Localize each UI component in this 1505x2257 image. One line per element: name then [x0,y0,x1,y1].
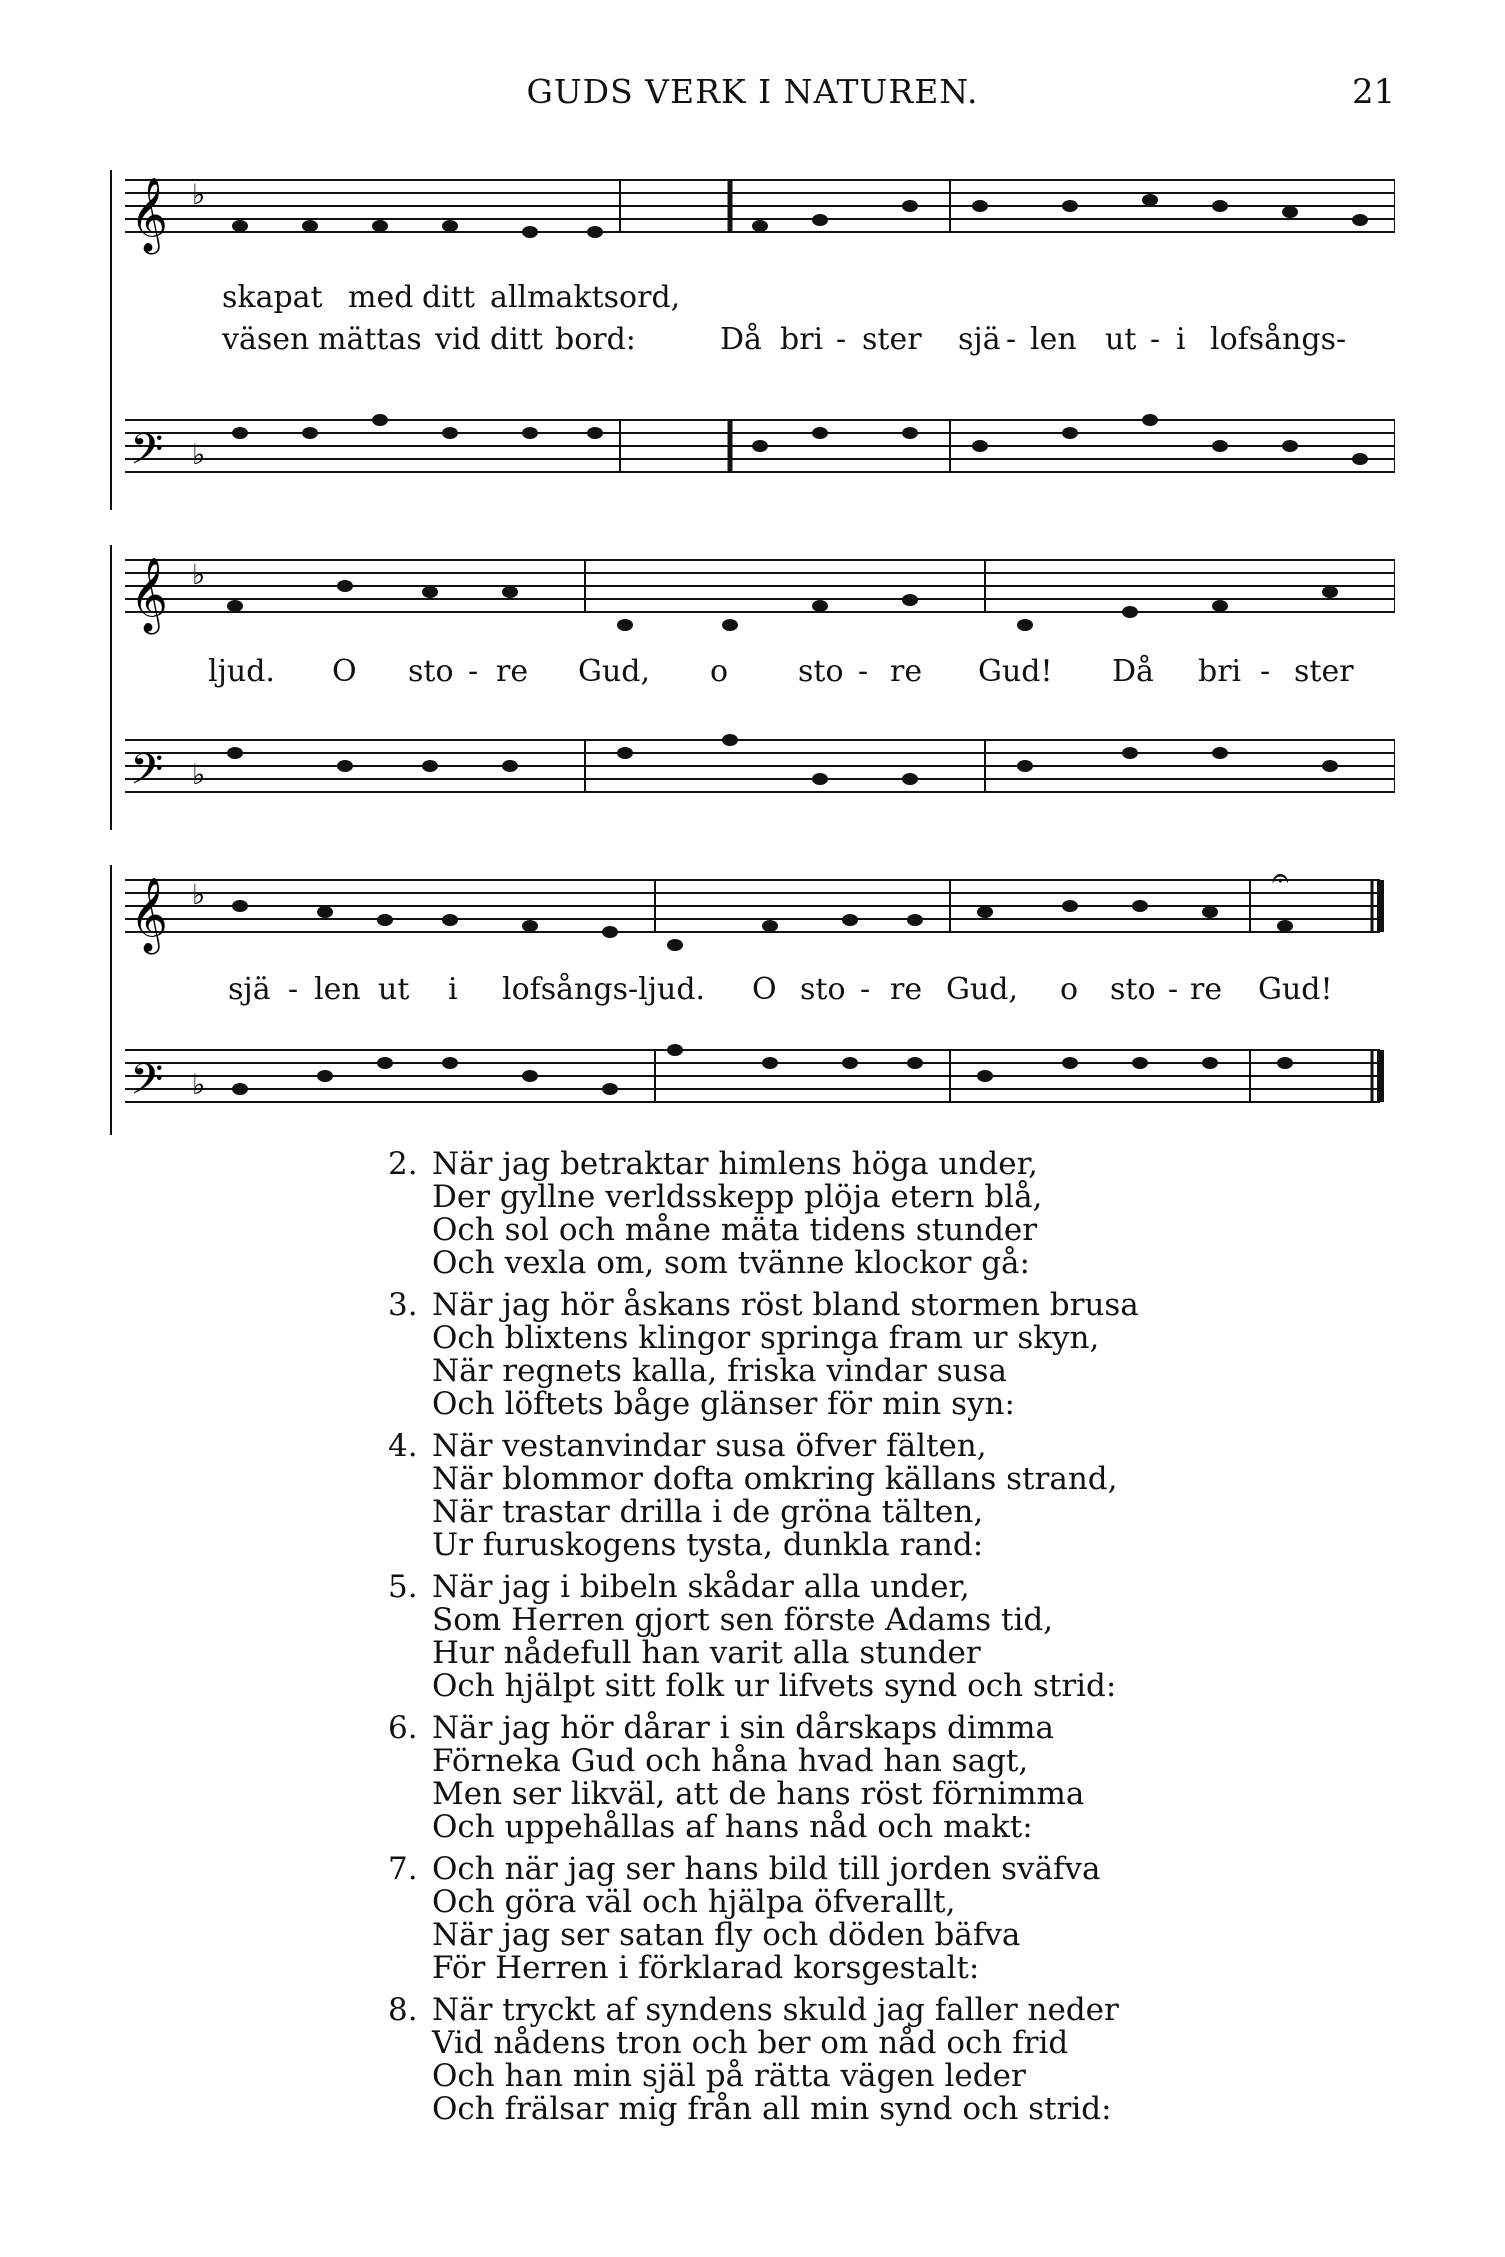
syllable: re [890,972,923,1007]
syllable: Då [1112,654,1154,689]
syllable: bord: [555,322,636,357]
syllable: väsen [222,322,310,357]
verse-line: När jag ser satan fly och döden bäfva [432,1917,1021,1953]
verse-line: Och göra väl och hjälpa öfverallt, [432,1884,956,1920]
syllable: ut [378,972,410,1007]
verse-line: Och sol och måne mäta tidens stunder [432,1212,1038,1248]
verse [388,1571,1388,1703]
verse-line: För Herren i förklarad korsgestalt: [432,1950,980,1986]
svg-text:𝄢: 𝄢 [130,425,164,485]
syllable: o [1060,972,1079,1007]
syllable: bri [780,322,824,357]
verse-number: 8. [388,1992,418,2028]
syllable: - [468,654,479,689]
verse-line: När vestanvindar susa öfver fälten, [432,1428,987,1464]
syllable: sto [1110,972,1156,1007]
syllable: Gud, [946,972,1019,1007]
verse [388,1289,1388,1421]
syllable: - [1260,654,1271,689]
syllable: skapat [222,280,323,315]
running-header: GUDS VERK I NATUREN. [526,72,979,111]
syllable: - [1006,322,1017,357]
verse-line: När regnets kalla, friska vindar susa [432,1353,1007,1389]
syllable: Gud! [978,654,1053,689]
svg-text:𝄞: 𝄞 [130,558,168,632]
verse [388,1853,1388,1985]
syllable: - [1168,972,1179,1007]
page-number: 21 [1352,72,1396,112]
verse [388,1148,1388,1280]
music-system-1 [110,160,1395,520]
syllable: O [332,654,357,689]
verse-number: 5. [388,1569,418,1605]
staff-notation-3 [110,860,1395,1160]
svg-text:♭: ♭ [192,178,206,211]
verse-line: När tryckt af syndens skuld jag faller neder [432,1992,1119,2028]
syllable: ster [1294,654,1354,689]
syllable: allmaktsord, [490,280,681,315]
syllable: - [288,972,299,1007]
syllable: ster [862,322,922,357]
verse-line: Hur nådefull han varit alla stunder [432,1635,981,1671]
svg-text:♭: ♭ [192,1068,206,1101]
syllable: vid [435,322,481,357]
verse-line: Och hjälpt sitt folk ur lifvets synd och strid: [432,1668,1117,1704]
svg-text:𝄞: 𝄞 [130,878,168,952]
syllable: Då [720,322,762,357]
syllable: Gud, [578,654,651,689]
verse-line: Och han min själ på rätta vägen leder [432,2058,1026,2094]
verse [388,1994,1388,2126]
svg-text:♭: ♭ [192,438,206,471]
syllable: ditt [422,280,475,315]
syllable: ut [1105,322,1137,357]
syllable: i [448,972,458,1007]
svg-text:♭: ♭ [192,758,206,791]
verse-line: Förneka Gud och håna hvad han sagt, [432,1743,1029,1779]
syllable: ditt [490,322,543,357]
syllable: O [752,972,777,1007]
verse-line: Vid nådens tron och ber om nåd och frid [432,2025,1069,2061]
verse-line: Och blixtens klingor springa fram ur skyn, [432,1320,1100,1356]
svg-text:𝄞: 𝄞 [130,178,168,252]
verse [388,1712,1388,1844]
verse-line: När trastar drilla i de gröna tälten, [432,1494,984,1530]
verse-line: Och löftets båge glänser för min syn: [432,1386,1015,1422]
svg-text:♭: ♭ [192,558,206,591]
syllable: - [858,654,869,689]
syllable: sto [798,654,844,689]
syllable: len [314,972,361,1007]
verse-number: 6. [388,1710,418,1746]
verse-number: 3. [388,1287,418,1323]
verse-line: När jag i bibeln skådar alla under, [432,1569,970,1605]
syllable: mättas [318,322,422,357]
music-system-2 [110,540,1395,840]
syllable: sto [800,972,846,1007]
syllable: med [348,280,414,315]
verse-line: Men ser likväl, att de hans röst förnimma [432,1776,1085,1812]
verse-line: Och när jag ser hans bild till jorden sväfva [432,1851,1101,1887]
svg-text:𝄐: 𝄐 [1272,861,1289,896]
verse-line: När jag betraktar himlens höga under, [432,1146,1038,1182]
verse-line: Och uppehållas af hans nåd och makt: [432,1809,1033,1845]
verse-number: 7. [388,1851,418,1887]
syllable: i [1176,322,1186,357]
syllable: sjä [228,972,271,1007]
verse [388,1430,1388,1562]
verse-line: Och vexla om, som tvänne klockor gå: [432,1245,1030,1281]
verse-line: Som Herren gjort sen förste Adams tid, [432,1602,1054,1638]
syllable: lofsångs- [1210,322,1347,357]
syllable: Gud! [1258,972,1333,1007]
syllable: - [860,972,871,1007]
staff-notation-2 [110,540,1395,840]
verse-line: Ur furuskogens tysta, dunkla rand: [432,1527,984,1563]
syllable: o [710,654,729,689]
svg-text:♭: ♭ [192,878,206,911]
syllable: re [496,654,529,689]
syllable: re [1190,972,1223,1007]
syllable: sjä [958,322,1001,357]
syllable: re [890,654,923,689]
svg-text:𝄢: 𝄢 [130,745,164,805]
verses [388,1148,1388,2135]
verse-line: När jag hör dårar i sin dårskaps dimma [432,1710,1055,1746]
verse-line: När jag hör åskans röst bland stormen brusa [432,1287,1139,1323]
syllable: - [836,322,847,357]
verse-number: 2. [388,1146,418,1182]
syllable: sto [408,654,454,689]
syllable: bri [1198,654,1242,689]
verse-line: När blommor dofta omkring källans strand, [432,1461,1118,1497]
verse-number: 4. [388,1428,418,1464]
music-system-3 [110,860,1395,1160]
syllable: - [1150,322,1161,357]
syllable: ljud. [208,654,275,689]
svg-text:𝄢: 𝄢 [130,1055,164,1115]
verse-line: Och frälsar mig från all min synd och strid: [432,2091,1112,2127]
syllable: lofsångs-ljud. [502,972,706,1007]
syllable: len [1030,322,1077,357]
verse-line: Der gyllne verldsskepp plöja etern blå, [432,1179,1043,1215]
